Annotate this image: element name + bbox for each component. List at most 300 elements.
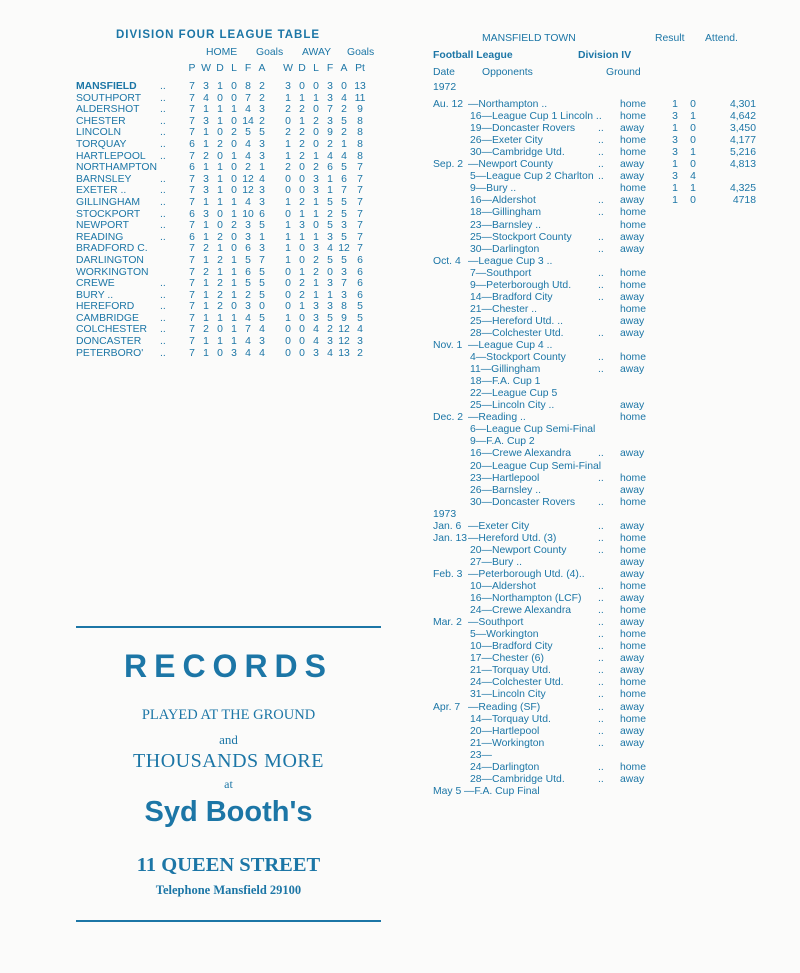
- fixture-row: [430, 123, 800, 135]
- team-name: CREWE: [76, 278, 115, 290]
- stat-cell: 1: [203, 138, 209, 150]
- team-name: BRADFORD C.: [76, 243, 148, 255]
- stat-cell: 1: [217, 312, 223, 324]
- fixture-date: Mar. 2: [433, 617, 462, 629]
- stat-cell: 0: [285, 347, 291, 359]
- stat-cell: 1: [217, 185, 223, 197]
- stat-cell: 0: [217, 220, 223, 232]
- stat-cell: 3: [203, 81, 209, 92]
- stat-cell: 7: [189, 127, 195, 139]
- stat-cell: 1: [313, 231, 319, 243]
- stat-cell: 1: [231, 104, 237, 116]
- fixture-opponent: 20—Newport County: [470, 544, 567, 556]
- leader-dots: ..: [160, 196, 166, 208]
- stat-cell: 2: [259, 81, 265, 92]
- stat-cell: 7: [341, 185, 347, 197]
- team-name: GILLINGHAM: [76, 196, 141, 208]
- stat-cell: 3: [327, 81, 333, 92]
- stat-cell: 6: [189, 208, 195, 220]
- fixture-row: [430, 99, 800, 111]
- stat-cell: 1: [285, 220, 291, 232]
- stat-cell: 1: [327, 289, 333, 301]
- stat-cell: 1: [285, 92, 291, 104]
- stat-cell: 2: [217, 138, 223, 150]
- stat-cell: 1: [217, 81, 223, 92]
- fixture-row: [430, 497, 800, 509]
- fixture-ground: home: [620, 605, 646, 617]
- stat-cell: 0: [231, 301, 237, 313]
- column-header: P: [188, 63, 196, 74]
- fixture-opponent: 25—Lincoln City ..: [470, 400, 555, 412]
- leader-dots: ..: [598, 773, 604, 785]
- fixture-ground: home: [620, 532, 646, 544]
- leader-dots: ..: [598, 689, 604, 701]
- leader-dots: ..: [160, 208, 166, 220]
- stat-cell: 3: [231, 347, 237, 359]
- fixture-opponent: 26—Barnsley ..: [470, 484, 542, 496]
- stat-cell: 1: [231, 278, 237, 290]
- result-against: 0: [690, 99, 696, 110]
- stat-cell: 5: [259, 289, 265, 301]
- stat-cell: 2: [299, 127, 305, 139]
- fixture-opponent: 6—League Cup Semi-Final: [470, 424, 596, 436]
- fixture-row: [430, 244, 800, 256]
- stat-cell: 4: [313, 336, 319, 348]
- fixture-opponent: 9—F.A. Cup 2: [470, 436, 535, 448]
- stat-cell: 6: [357, 266, 363, 278]
- fixture-opponent: 10—Aldershot: [470, 581, 536, 592]
- stat-cell: 1: [217, 336, 223, 348]
- fixture-row: [430, 448, 800, 460]
- fixture-row: [430, 545, 800, 557]
- fixture-row: [430, 617, 800, 629]
- advert-address: 11 QUEEN STREET: [136, 854, 321, 876]
- year-1972: 1972: [433, 82, 457, 93]
- stat-cell: 10: [242, 208, 254, 220]
- fixture-ground: away: [620, 448, 645, 460]
- fixture-date: Nov. 1: [433, 340, 463, 351]
- fixture-opponent: —Peterborough Utd. (4)..: [468, 568, 585, 580]
- fixture-row: [430, 521, 800, 533]
- team-name: STOCKPORT: [76, 208, 141, 220]
- team-name: ALDERSHOT: [76, 104, 140, 116]
- stat-cell: 0: [285, 266, 291, 278]
- fixture-opponent: 25—Hereford Utd. ..: [470, 315, 563, 327]
- leader-dots: ..: [598, 267, 604, 279]
- stat-cell: 11: [354, 92, 366, 104]
- stat-cell: 8: [341, 301, 347, 313]
- stat-cell: 2: [357, 347, 363, 359]
- table-row: [76, 301, 376, 313]
- stat-cell: 7: [189, 278, 195, 290]
- leader-dots: ..: [598, 291, 604, 303]
- stat-cell: 0: [231, 92, 237, 104]
- fixture-opponent: 20—League Cup Semi-Final: [470, 460, 602, 472]
- stat-cell: 3: [245, 301, 251, 313]
- stat-cell: 7: [357, 173, 363, 185]
- leader-dots: ..: [598, 617, 604, 629]
- stat-cell: 5: [341, 196, 347, 208]
- stat-cell: 5: [245, 278, 251, 290]
- table-row: [76, 81, 376, 93]
- stat-cell: 3: [341, 266, 347, 278]
- fixture-date: May 5: [433, 785, 462, 797]
- result-for: 3: [672, 171, 678, 183]
- fixture-ground: home: [620, 303, 646, 315]
- fixture-ground: away: [620, 725, 645, 737]
- leader-dots: ..: [598, 641, 604, 653]
- fixture-opponent: —F.A. Cup Final: [464, 785, 540, 797]
- table-row: [76, 174, 376, 186]
- stat-cell: 6: [357, 289, 363, 301]
- fixture-opponent: 17—Chester (6): [470, 653, 544, 665]
- fixture-attendance: 4,642: [729, 111, 756, 123]
- fixture-opponent: 23—Barnsley ..: [470, 219, 542, 231]
- stat-cell: 9: [327, 127, 333, 139]
- stat-cell: 4: [245, 138, 251, 150]
- stat-cell: 2: [203, 266, 209, 278]
- fixture-ground: home: [620, 207, 646, 219]
- table-row: [76, 255, 376, 267]
- stat-cell: 7: [341, 278, 347, 290]
- leader-dots: ..: [598, 653, 604, 665]
- leader-dots: ..: [160, 92, 166, 104]
- leader-dots: ..: [598, 496, 604, 508]
- fixture-date: Au. 12: [433, 99, 464, 110]
- stat-cell: 6: [259, 208, 265, 220]
- leader-dots: ..: [598, 677, 604, 689]
- stat-cell: 3: [203, 185, 209, 197]
- fixture-ground: home: [620, 496, 646, 508]
- stat-cell: 1: [313, 196, 319, 208]
- fixture-row: [430, 774, 800, 786]
- table-row: [76, 197, 376, 209]
- leader-dots: ..: [598, 327, 604, 339]
- fixture-opponent: 24—Colchester Utd.: [470, 677, 564, 689]
- stat-cell: 0: [299, 324, 305, 336]
- fixture-opponent: 31—Lincoln City: [470, 689, 546, 701]
- table-row: [76, 313, 376, 325]
- stat-cell: 4: [245, 347, 251, 359]
- fixture-row: [430, 183, 800, 195]
- stat-cell: 7: [189, 324, 195, 336]
- leader-dots: ..: [160, 81, 166, 92]
- fixture-ground: away: [620, 568, 645, 580]
- fixture-ground: away: [620, 737, 645, 749]
- fixture-opponent: 24—Darlington: [470, 761, 540, 773]
- leader-dots: ..: [598, 231, 604, 243]
- fixture-opponent: 19—Doncaster Rovers: [470, 123, 576, 135]
- fixture-row: [430, 135, 800, 147]
- stat-cell: 1: [259, 231, 265, 243]
- team-name: DONCASTER: [76, 336, 142, 348]
- fixture-row: [430, 509, 800, 521]
- stat-cell: 3: [357, 336, 363, 348]
- stat-cell: 2: [299, 278, 305, 290]
- leader-dots: ..: [598, 147, 604, 159]
- fixture-date: Feb. 3: [433, 568, 463, 580]
- league-table-title: DIVISION FOUR LEAGUE TABLE: [116, 29, 321, 41]
- advert-phone: Telephone Mansfield 29100: [155, 883, 302, 897]
- leader-dots: ..: [598, 472, 604, 484]
- stat-cell: 4: [341, 92, 347, 104]
- stat-cell: 6: [189, 231, 195, 243]
- stat-cell: 2: [217, 278, 223, 290]
- leader-dots: ..: [598, 725, 604, 737]
- club-heading: MANSFIELD TOWN: [482, 33, 576, 44]
- result-against: 0: [690, 159, 696, 171]
- fixture-opponent: 5—League Cup 2 Charlton: [470, 171, 594, 183]
- fixture-row: [430, 340, 800, 352]
- fixture-opponent: 23—Hartlepool: [470, 472, 540, 484]
- fixture-opponent: 16—Northampton (LCF): [470, 593, 582, 605]
- result-for: 1: [672, 195, 678, 207]
- table-row: [76, 243, 376, 255]
- fixture-row: [430, 147, 800, 159]
- stat-cell: 2: [259, 115, 265, 127]
- stat-cell: 0: [217, 324, 223, 336]
- result-for: 1: [672, 159, 678, 171]
- advert-title: RECORDS: [123, 648, 333, 684]
- fixture-row: [430, 473, 800, 485]
- stat-cell: 0: [285, 208, 291, 220]
- stat-cell: 1: [231, 150, 237, 162]
- fixture-row: [430, 702, 800, 714]
- stat-cell: 12: [242, 173, 254, 185]
- stat-cell: 7: [357, 196, 363, 208]
- result-for: 3: [672, 147, 678, 159]
- leader-dots: ..: [160, 115, 166, 127]
- fixture-row: [430, 581, 800, 593]
- records-advert: [76, 626, 381, 924]
- stat-cell: 0: [285, 324, 291, 336]
- fixture-row: [430, 304, 800, 316]
- leader-dots: ..: [160, 278, 166, 290]
- stat-cell: 0: [313, 138, 319, 150]
- fixture-row: [430, 232, 800, 244]
- stat-cell: 1: [203, 301, 209, 313]
- leader-dots: ..: [598, 701, 604, 713]
- fixture-opponent: —Exeter City: [468, 520, 530, 532]
- fixture-ground: away: [620, 364, 645, 376]
- stat-cell: 1: [285, 254, 291, 266]
- fixture-ground: away: [620, 243, 645, 255]
- stat-cell: 1: [299, 208, 305, 220]
- leader-dots: ..: [598, 629, 604, 641]
- stat-cell: 0: [299, 347, 305, 359]
- stat-cell: 0: [299, 81, 305, 92]
- stat-cell: 3: [313, 347, 319, 359]
- stat-cell: 3: [299, 220, 305, 232]
- team-name: BURY ..: [76, 289, 114, 301]
- stat-cell: 1: [217, 243, 223, 255]
- stat-cell: 2: [327, 208, 333, 220]
- division-heading: Division IV: [578, 50, 632, 61]
- stat-cell: 2: [245, 289, 251, 301]
- stat-cell: 5: [327, 196, 333, 208]
- stat-cell: 2: [299, 196, 305, 208]
- fixture-row: [430, 726, 800, 738]
- competition-heading: Football League: [433, 50, 513, 61]
- stat-cell: 1: [299, 115, 305, 127]
- column-header: F: [244, 63, 252, 74]
- result-against: 4: [690, 171, 696, 183]
- stat-cell: 4: [357, 324, 363, 336]
- advert-line-at: at: [224, 777, 233, 791]
- fixture-ground: away: [620, 400, 645, 412]
- stat-cell: 6: [189, 138, 195, 150]
- fixture-row: [430, 376, 800, 388]
- leader-dots: ..: [160, 185, 166, 197]
- stat-cell: 5: [245, 127, 251, 139]
- stat-cell: 7: [189, 289, 195, 301]
- fixture-row: [430, 641, 800, 653]
- stat-cell: 7: [357, 208, 363, 220]
- fixture-opponent: 26—Exeter City: [470, 135, 543, 147]
- team-name: LINCOLN: [76, 127, 122, 139]
- stat-cell: 1: [203, 127, 209, 139]
- stat-cell: 6: [327, 162, 333, 174]
- table-row: [76, 127, 376, 139]
- stat-cell: 3: [259, 104, 265, 116]
- fixture-ground: away: [620, 291, 645, 303]
- team-name: SOUTHPORT: [76, 92, 142, 104]
- column-header: W: [283, 63, 293, 74]
- advert-line-thousands: THOUSANDS MORE: [133, 750, 324, 772]
- stat-cell: 2: [285, 162, 291, 174]
- stat-cell: 1: [313, 278, 319, 290]
- team-name: NORTHAMPTON: [76, 162, 158, 174]
- fixture-row: [430, 195, 800, 207]
- column-header: L: [313, 63, 319, 74]
- leader-dots: ..: [598, 195, 604, 207]
- fixture-attendance: 4,325: [729, 183, 756, 195]
- fixture-attendance: 4,301: [729, 99, 756, 110]
- stat-cell: 1: [217, 266, 223, 278]
- stat-cell: 0: [285, 115, 291, 127]
- leader-dots: ..: [598, 243, 604, 255]
- fixture-row: [430, 400, 800, 412]
- stat-cell: 0: [231, 185, 237, 197]
- leader-dots: ..: [598, 713, 604, 725]
- stat-cell: 4: [245, 312, 251, 324]
- fixture-opponent: —Hereford Utd. (3): [468, 532, 557, 544]
- stat-cell: 3: [259, 243, 265, 255]
- fixture-ground: away: [620, 520, 645, 532]
- stat-cell: 1: [231, 208, 237, 220]
- fixture-opponent: 30—Doncaster Rovers: [470, 496, 576, 508]
- fixture-row: [430, 714, 800, 726]
- fixture-opponent: —Northampton ..: [468, 99, 548, 110]
- stat-cell: 12: [338, 324, 350, 336]
- team-name: BARNSLEY: [76, 173, 132, 185]
- result-against: 1: [690, 111, 696, 123]
- stat-cell: 0: [217, 150, 223, 162]
- stat-cell: 1: [203, 336, 209, 348]
- stat-cell: 2: [313, 266, 319, 278]
- result-heading: Result: [655, 33, 685, 44]
- table-row: [76, 290, 376, 302]
- leader-dots: ..: [598, 761, 604, 773]
- fixture-opponent: 14—Torquay Utd.: [470, 713, 551, 725]
- stat-cell: 7: [357, 243, 363, 255]
- stat-cell: 8: [357, 127, 363, 139]
- stat-cell: 7: [189, 173, 195, 185]
- stat-cell: 1: [203, 231, 209, 243]
- stat-cell: 1: [231, 196, 237, 208]
- leader-dots: ..: [598, 352, 604, 364]
- stat-cell: 1: [285, 150, 291, 162]
- stat-cell: 0: [327, 266, 333, 278]
- fixture-opponent: 21—Chester ..: [470, 303, 537, 315]
- stat-cell: 1: [327, 185, 333, 197]
- advert-line-played: PLAYED AT THE GROUND: [141, 707, 316, 723]
- fixture-ground: home: [620, 544, 646, 556]
- fixture-opponent: 14—Bradford City: [470, 291, 553, 303]
- fixture-ground: home: [620, 99, 646, 110]
- stat-cell: 1: [217, 115, 223, 127]
- stat-cell: 1: [231, 336, 237, 348]
- stat-cell: 1: [231, 324, 237, 336]
- fixture-row: [430, 280, 800, 292]
- fixture-ground: home: [620, 219, 646, 231]
- leader-dots: ..: [598, 207, 604, 219]
- result-for: 1: [672, 99, 678, 110]
- stat-cell: 0: [299, 162, 305, 174]
- fixture-row: [430, 653, 800, 665]
- leader-dots: ..: [598, 171, 604, 183]
- fixture-ground: home: [620, 713, 646, 725]
- stat-cell: 3: [341, 289, 347, 301]
- stat-cell: 1: [341, 138, 347, 150]
- fixture-row: [430, 268, 800, 280]
- stat-cell: 1: [217, 173, 223, 185]
- fixture-ground: away: [620, 773, 645, 785]
- advert-bottom-rule: [76, 920, 381, 922]
- stat-cell: 5: [259, 220, 265, 232]
- fixture-ground: home: [620, 472, 646, 484]
- stat-cell: 0: [313, 81, 319, 92]
- stat-cell: 3: [327, 115, 333, 127]
- team-name: WORKINGTON: [76, 266, 149, 278]
- stat-cell: 3: [259, 138, 265, 150]
- fixture-opponent: 7—Southport: [470, 267, 532, 279]
- leader-dots: ..: [598, 123, 604, 135]
- fixture-ground: away: [620, 327, 645, 339]
- stat-cell: 13: [354, 81, 366, 92]
- result-against: 1: [690, 183, 696, 195]
- stat-cell: 2: [285, 127, 291, 139]
- fixture-row: [430, 605, 800, 617]
- stat-cell: 1: [313, 289, 319, 301]
- stat-cell: 7: [189, 254, 195, 266]
- fixture-opponent: 28—Cambridge Utd.: [470, 773, 565, 785]
- stat-cell: 5: [259, 278, 265, 290]
- fixture-attendance: 5,216: [729, 147, 756, 159]
- table-row: [76, 162, 376, 174]
- stat-cell: 1: [313, 92, 319, 104]
- result-for: 3: [672, 135, 678, 147]
- fixture-row: [430, 485, 800, 497]
- stat-cell: 7: [357, 231, 363, 243]
- stat-cell: 7: [189, 115, 195, 127]
- leader-dots: ..: [160, 347, 166, 359]
- stat-cell: 2: [231, 220, 237, 232]
- stat-cell: 2: [285, 104, 291, 116]
- stat-cell: 5: [357, 312, 363, 324]
- fixture-row: [430, 352, 800, 364]
- stat-cell: 3: [327, 336, 333, 348]
